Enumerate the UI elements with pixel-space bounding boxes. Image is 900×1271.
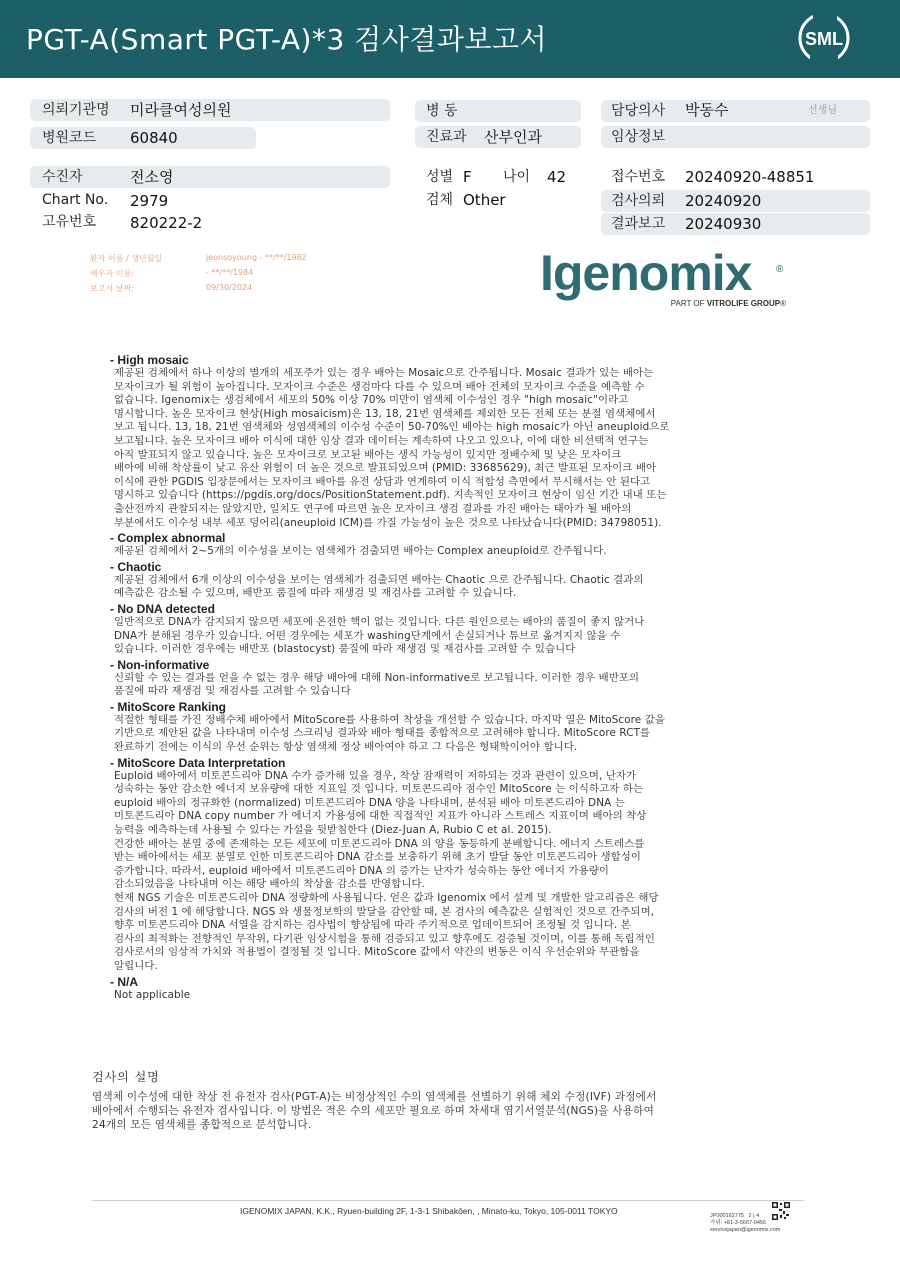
footer-address: IGENOMIX JAPAN, K.K., Ryuen-building 2F, 1-3-1 Shibakōen, , Minato-ku, Tokyo, 105-0011 TOKYO [240, 1206, 618, 1216]
doctor-suffix: 선생님 [808, 105, 837, 116]
section-title: - MitoScore Ranking [110, 699, 227, 714]
description-line: 24개의 모든 염색체를 종합적으로 분석합니다. [92, 1119, 312, 1131]
section-line: 제공된 검체에서 6개 이상의 이수성을 보이는 염색체가 검출되면 배아는 Chaotic 으로 간주됩니다. Chaotic 결과의 [114, 573, 644, 586]
institution-label: 의뢰기관명 [42, 102, 110, 118]
igenomix-brand-text: Igenomix [540, 250, 752, 301]
institution-value: 미라클여성의원 [130, 101, 232, 119]
section-line: 향후 미토콘드리아 DNA 서열을 감지하는 검사법이 향상됨에 따라 주기적으로 업데이트되어 조정될 것 입니다. 본 [114, 919, 631, 932]
section-line: 기반으로 제안된 값을 나타내며 이수성 스크리닝 결과와 배아 형태를 종합적으로 고려해야 합니다. MitoScore RCT를 [114, 727, 651, 740]
footer-divider [92, 1200, 804, 1201]
report-label: 결과보고 [611, 216, 666, 232]
doctor-value: 박동수 [685, 101, 729, 119]
stamp-row3-value: 09/30/2024 [206, 283, 253, 292]
section-line: 명시합니다. 높은 모자이크 현상(High mosaicism)은 13, 18, 21번 염색체를 제외한 모든 전체 또는 분절 염색체에서 [114, 407, 656, 420]
report-value: 20240930 [685, 215, 762, 233]
section-title: - Chaotic [110, 559, 162, 574]
section-body [110, 574, 780, 601]
section-title: - Complex abnormal [110, 531, 226, 546]
doctor-label: 담당의사 [611, 103, 666, 119]
qr-code-icon [772, 1202, 790, 1220]
section-line: 예측값은 감소될 수 있으며, 배반포 품질에 따라 재생검 및 재검사를 고려할 수 있습니다. [114, 587, 517, 600]
section-body [110, 616, 780, 657]
section-line: 배아에 비해 착상률이 낮고 유산 위험이 더 높은 것으로 발표되었으며 (PMID: 33685629), 최근 발표된 모자이크 배아 [114, 462, 657, 475]
section-line: 검사의 최적화는 전향적인 무작위, 다기관 임상시험을 통해 검증되고 있고 향후에도 검증될 것이며, 이를 통해 독립적인 [114, 932, 656, 945]
chart-value: 2979 [130, 192, 169, 210]
section-line: 적절한 형태를 가진 정배수체 배아에서 MitoScore를 사용하여 착상을 개선할 수 있습니다. 마지막 열은 MitoScore 값을 [114, 713, 665, 726]
hospital-code-value: 60840 [130, 129, 178, 147]
stamp-row2-value: - **/**/1984 [206, 268, 254, 277]
section-body [110, 989, 780, 1003]
section-line: 제공된 검체에서 하나 이상의 별개의 세포주가 있는 경우 배아는 Mosaic으로 간주됩니다. Mosaic 결과가 있는 배아는 [114, 367, 654, 379]
section-body [110, 770, 780, 974]
igenomix-registered-mark: ® [776, 264, 784, 275]
section-line: 제공된 검체에서 2~5개의 이수성을 보이는 염색체가 검출되면 배아는 Complex aneuploid로 간주됩니다. [114, 545, 607, 558]
section-line: 능력을 예측하는데 사용될 수 있다는 가설을 뒷받침한다 (Diez-Juan A, Rubio C et al. 2015). [114, 824, 552, 837]
section-line: 출산전까지 관찰되지는 않았지만, 일치도 연구에 따르면 높은 모자이크 생검 결과를 가진 배아는 태아가 될 배아의 [114, 502, 632, 515]
age-label: 나이 [503, 169, 531, 185]
request-label: 검사의뢰 [611, 193, 666, 209]
section-body [110, 545, 780, 559]
description-line: 배아에서 수행되는 유전자 검사입니다. 이 방법은 적은 수의 세포만 필요로 하며 차세대 염기서열분석(NGS)을 사용하여 [92, 1105, 655, 1117]
age-value: 42 [547, 168, 567, 186]
hospital-code-label: 병원코드 [42, 130, 97, 146]
section-line: 이식에 관한 PGDIS 입장문에서는 모자이크 배아를 유전 상담과 연계하여 이식 적합성 측면에서 무시해서는 안 된다고 [114, 475, 651, 488]
section-line: 감소되었음을 나타내며 이는 해당 배아의 착상율 감소를 반영합니다. [114, 878, 426, 891]
ward-label: 병 동 [426, 103, 458, 119]
section-line: DNA가 분해된 경우가 있습니다. 어떤 경우에는 세포가 washing단계에서 손실되거나 튜브로 옮겨지지 않을 수 [114, 629, 621, 642]
section-line: 현재 NGS 기술은 미토콘드리아 DNA 정량화에 사용됩니다. 얻은 값과 Igenomix 에서 설계 및 개발한 알고리즘은 해당 [114, 892, 659, 904]
stamp-row3-label: 보고서 날짜: [90, 284, 134, 293]
patient-label: 수진자 [42, 169, 83, 185]
unique-value: 820222-2 [130, 214, 203, 232]
section-line: 건강한 배아는 분열 중에 존재하는 모든 세포에 미토콘드리아 DNA 의 양을 동등하게 분배합니다. 에너지 스트레스를 [114, 837, 645, 850]
section-title: - N/A [110, 974, 138, 989]
result-definitions [110, 352, 780, 1002]
section-body [110, 367, 780, 530]
description-line: 염색체 이수성에 대한 착상 전 유전자 검사(PGT-A)는 비정상적인 수의 염색체를 선별하기 위해 체외 수정(IVF) 과정에서 [92, 1091, 657, 1103]
receipt-value: 20240920-48851 [685, 168, 815, 186]
department-label: 진료과 [426, 129, 467, 145]
section-line: euploid 배아의 정규화한 (normalized) 미토콘드리아 DNA 양을 나타내며, 분석된 배아 미토콘드리아 DNA 는 [114, 796, 625, 809]
field-bar-patient [30, 166, 390, 188]
unique-label: 고유번호 [42, 214, 97, 230]
section-line: 명시하고 있습니다 (https://pgdis.org/docs/PositionStatement.pdf). 지속적인 모자이크 현상이 임신 기간 내내 또는 [114, 489, 667, 502]
description-title: 검사의 설명 [92, 1070, 160, 1084]
request-value: 20240920 [685, 192, 762, 210]
section-line: 부분에서도 이수성 내부 세포 덩어리(aneuploid ICM)를 가질 가능성이 높은 것으로 나타났습니다(PMID: 34798051). [114, 516, 662, 529]
section-body [110, 672, 780, 699]
section-line: 있습니다. 이러한 경우에는 배반포 (blastocyst) 품질에 따라 재생검 및 재검사를 고려할 수 있습니다 [114, 643, 576, 656]
section-line: 검사로서의 임상적 가치와 적용법이 결정될 것 입니다. MitoScore 값에서 약간의 변동은 이식 우선순위와 무관함을 [114, 946, 640, 959]
footer-email: servicejapan@igenomix.com [710, 1227, 781, 1233]
section-line: 보고됩니다. 높은 모자이크 배아 이식에 대한 임상 결과 데이터는 계속하여 나오고 있으나, 이에 대한 비선택적 연구는 [114, 434, 649, 447]
section-line: 받는 배아에서는 세포 분열로 인한 미토콘드리아 DNA 감소를 보충하기 위해 초기 발달 동안 미토콘드리아 생합성이 [114, 851, 641, 864]
igenomix-logo-icon [540, 250, 790, 312]
section-line: 알립니다. [114, 959, 158, 972]
section-line: 증가합니다. 따라서, euploid 배아에서 미토콘드리아 DNA 의 증가는 난자가 성숙하는 동안 에너지 가용량이 [114, 864, 610, 877]
section-line: 일반적으로 DNA가 감지되지 않으면 세포에 온전한 핵이 없는 것입니다. 다른 원인으로는 배아의 품질이 좋지 않거나 [114, 615, 645, 628]
section-line: 모자이크가 될 위험이 높아집니다. 모자이크 수준은 생검마다 다를 수 있으며 배아 전체의 모자이크 수준을 예측할 수 [114, 380, 645, 393]
section-line: 보고 됩니다. 13, 18, 21번 염색체와 성염색체의 이수성 수준이 50-70%인 배아는 high mosaic가 아닌 aneuploid으로 [114, 421, 670, 434]
sex-label: 성별 [426, 169, 454, 185]
section-line: 없습니다. Igenomix는 생검체에서 세포의 50% 이상 70% 미만이 염색체 이수성인 경우 "high mosaic"이라고 [114, 394, 629, 407]
section-title: - Non-informative [110, 657, 210, 672]
report-header [0, 0, 900, 78]
footer-contact [710, 1213, 780, 1234]
clinical-label: 임상정보 [611, 129, 666, 145]
section-title: - MitoScore Data Interpretation [110, 755, 286, 770]
section-title: - High mosaic [110, 353, 189, 367]
section-line: 완료하기 전에는 이식의 우선 순위는 항상 염색체 정상 배아여야 하고 그 다음은 형태학이어야 합니다. [114, 741, 578, 754]
footer-doc-code: JP000162775 [710, 1213, 744, 1219]
section-line: Euploid 배아에서 미토콘드리아 DNA 수가 증가해 있을 경우, 착상 잠재력이 저하되는 것과 관련이 있으며, 난자가 [114, 769, 637, 782]
stamp-row1-label: 환자 이름 / 생년월일 [90, 254, 163, 263]
section-title: - No DNA detected [110, 601, 215, 616]
sml-logo-text: SML [805, 29, 843, 49]
section-body [110, 714, 780, 755]
stamp-row2-label: 배우자 이름: [90, 269, 134, 278]
section-line: Not applicable [114, 988, 191, 1001]
section-line: 미토콘드리아 DNA copy number 가 에너지 가용성에 대한 직접적인 지표가 아니라 스트레스 지표이며 배아의 착상 [114, 810, 647, 823]
footer-phone: 가위: +81-3-6667-0456 [710, 1220, 767, 1226]
sml-logo-icon [798, 12, 850, 64]
description-body [92, 1090, 782, 1132]
section-line: 검사의 버전 1 에 해당합니다. NGS 와 생물정보학의 발달을 감안할 때, 본 검사의 예측값은 실험적인 것으로 간주되며, [114, 905, 655, 918]
section-line: 아직 발표되지 않고 있습니다. 높은 모자이크로 보고된 배아는 생식 가능성이 있지만 정배수체 및 낮은 모자이크 [114, 448, 622, 461]
sex-value: F [463, 168, 472, 186]
section-line: 성숙하는 동안 감소한 에너지 보유량에 대한 지표일 것 입니다. 미토콘드리아 점수인 MitoScore 는 이식하고자 하는 [114, 783, 644, 796]
specimen-value: Other [463, 191, 506, 209]
section-line: 품질에 따라 재생검 및 재검사를 고려할 수 있습니다 [114, 685, 351, 698]
stamp-row1-value: jeonsoyoung - **/**/1982 [206, 253, 307, 262]
chart-label: Chart No. [42, 192, 109, 208]
report-title: PGT-A(Smart PGT-A)*3 검사결과보고서 [26, 23, 548, 56]
section-line: 신뢰할 수 있는 결과를 얻을 수 없는 경우 해당 배아에 대해 Non-informative로 보고됩니다. 이러한 경우 배반포의 [114, 671, 640, 684]
igenomix-tagline: PART OF VITROLIFE GROUP® [670, 299, 786, 308]
patient-value: 전소영 [130, 168, 174, 186]
specimen-label: 검체 [426, 192, 454, 208]
receipt-label: 접수번호 [611, 169, 666, 185]
footer-page: 2 | 4 [748, 1213, 760, 1219]
department-value: 산부인과 [484, 128, 542, 146]
